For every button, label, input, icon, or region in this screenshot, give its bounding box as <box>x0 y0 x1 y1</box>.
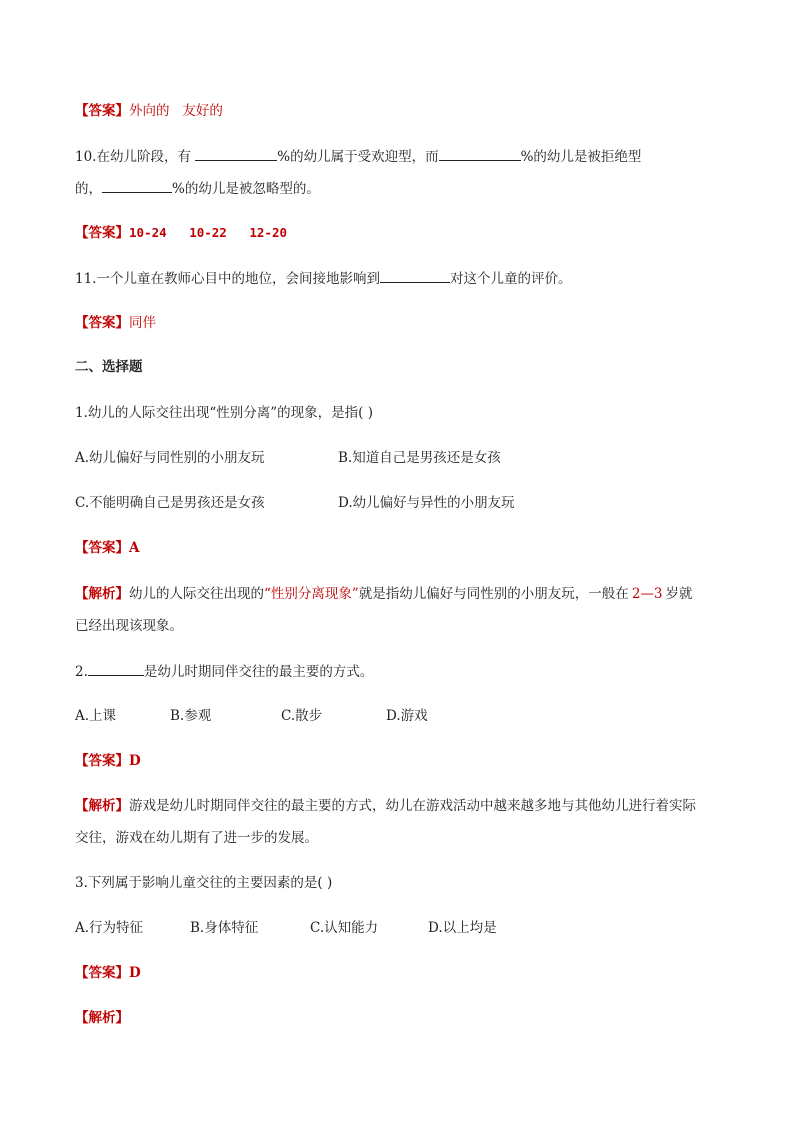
question-11 <box>75 268 571 289</box>
section-title: 二、选择题 <box>75 359 143 375</box>
analysis-text: 幼儿的人际交往出现的 <box>129 586 264 602</box>
fill-blank-1 <box>195 146 277 161</box>
question-10-part1: %的幼儿属于受欢迎型，而 <box>277 149 439 165</box>
fill-blank-2 <box>439 146 521 161</box>
answer-tag: 【答案】 <box>75 315 129 331</box>
analysis-tag: 【解析】 <box>75 586 129 602</box>
answer-9 <box>75 101 223 121</box>
analysis-choice-1-line2: 已经出现该现象。 <box>75 618 183 634</box>
answer-text: 同伴 <box>129 315 156 331</box>
fill-blank-3 <box>102 178 172 193</box>
answer-tag: 【答案】 <box>75 225 129 241</box>
answer-text: D <box>129 965 141 981</box>
fill-blank-4 <box>380 268 450 283</box>
question-number: 2. <box>75 664 88 680</box>
choice-question-1: 1.幼儿的人际交往出现“性别分离”的现象，是指( ) <box>75 405 374 421</box>
analysis-highlight: 2—3 <box>631 586 663 602</box>
answer-choice-2 <box>75 751 141 771</box>
answer-text: A <box>129 540 140 556</box>
analysis-tag: 【解析】 <box>75 1010 129 1026</box>
question-10-line2-prefix: 的， <box>75 181 102 197</box>
answer-choice-1 <box>75 538 139 558</box>
answer-tag: 【答案】 <box>75 540 129 556</box>
question-11-prefix: 11.一个儿童在教师心目中的地位，会间接地影响到 <box>75 271 380 287</box>
analysis-choice-2-line1 <box>75 796 696 816</box>
answer-10 <box>75 223 287 243</box>
analysis-choice-2-line2: 交往，游戏在幼儿期有了进一步的发展。 <box>75 830 318 846</box>
question-10-prefix: 10.在幼儿阶段，有 <box>75 149 196 165</box>
question-stem: 是幼儿时期同伴交往的最主要的方式。 <box>143 664 374 680</box>
analysis-highlight: “性别分离现象” <box>264 586 359 602</box>
question-10-line1 <box>75 146 641 167</box>
analysis-tag: 【解析】 <box>75 798 129 814</box>
answer-text: 外向的 友好的 <box>129 103 223 119</box>
answer-tag: 【答案】 <box>75 753 129 769</box>
choice-question-2 <box>75 661 373 682</box>
analysis-text: 就是指幼儿偏好与同性别的小朋友玩，一般在 <box>358 586 629 602</box>
question-10-part2: %的幼儿是被拒绝型 <box>520 149 642 165</box>
option-b: B.知道自己是男孩还是女孩 <box>338 450 501 466</box>
answer-choice-3 <box>75 963 141 983</box>
option-b: B.参观 <box>170 708 212 724</box>
answer-text: D <box>129 753 141 769</box>
option-c: C.认知能力 <box>310 920 379 936</box>
question-10-line2 <box>75 178 320 199</box>
answer-11 <box>75 313 156 333</box>
choice-question-3: 3.下列属于影响儿童交往的主要因素的是( ) <box>75 875 333 891</box>
choice-1-options-row1 <box>75 448 265 468</box>
option-a: A.行为特征 <box>75 920 144 936</box>
question-10-part3: %的幼儿是被忽略型的。 <box>172 181 320 197</box>
answer-tag: 【答案】 <box>75 965 129 981</box>
analysis-text: 岁就 <box>665 586 693 602</box>
option-a: A.上课 <box>75 708 117 724</box>
answer-tag: 【答案】 <box>75 103 129 119</box>
option-d: D.以上均是 <box>428 920 497 936</box>
option-d: D.游戏 <box>386 708 428 724</box>
option-d: D.幼儿偏好与异性的小朋友玩 <box>338 495 515 511</box>
analysis-text: 游戏是幼儿时期同伴交往的最主要的方式，幼儿在游戏活动中越来越多地与其他幼儿进行着实际 <box>129 798 696 814</box>
option-b: B.身体特征 <box>190 920 259 936</box>
fill-blank-5 <box>88 661 144 676</box>
analysis-choice-3 <box>75 1008 129 1028</box>
question-11-suffix: 对这个儿童的评价。 <box>449 271 572 287</box>
option-c: C.不能明确自己是男孩还是女孩 <box>75 495 265 511</box>
analysis-choice-1-line1 <box>75 584 693 604</box>
answer-text: 10-24 10-22 12-20 <box>129 225 288 240</box>
option-c: C.散步 <box>281 708 323 724</box>
option-a: A.幼儿偏好与同性别的小朋友玩 <box>75 450 265 466</box>
